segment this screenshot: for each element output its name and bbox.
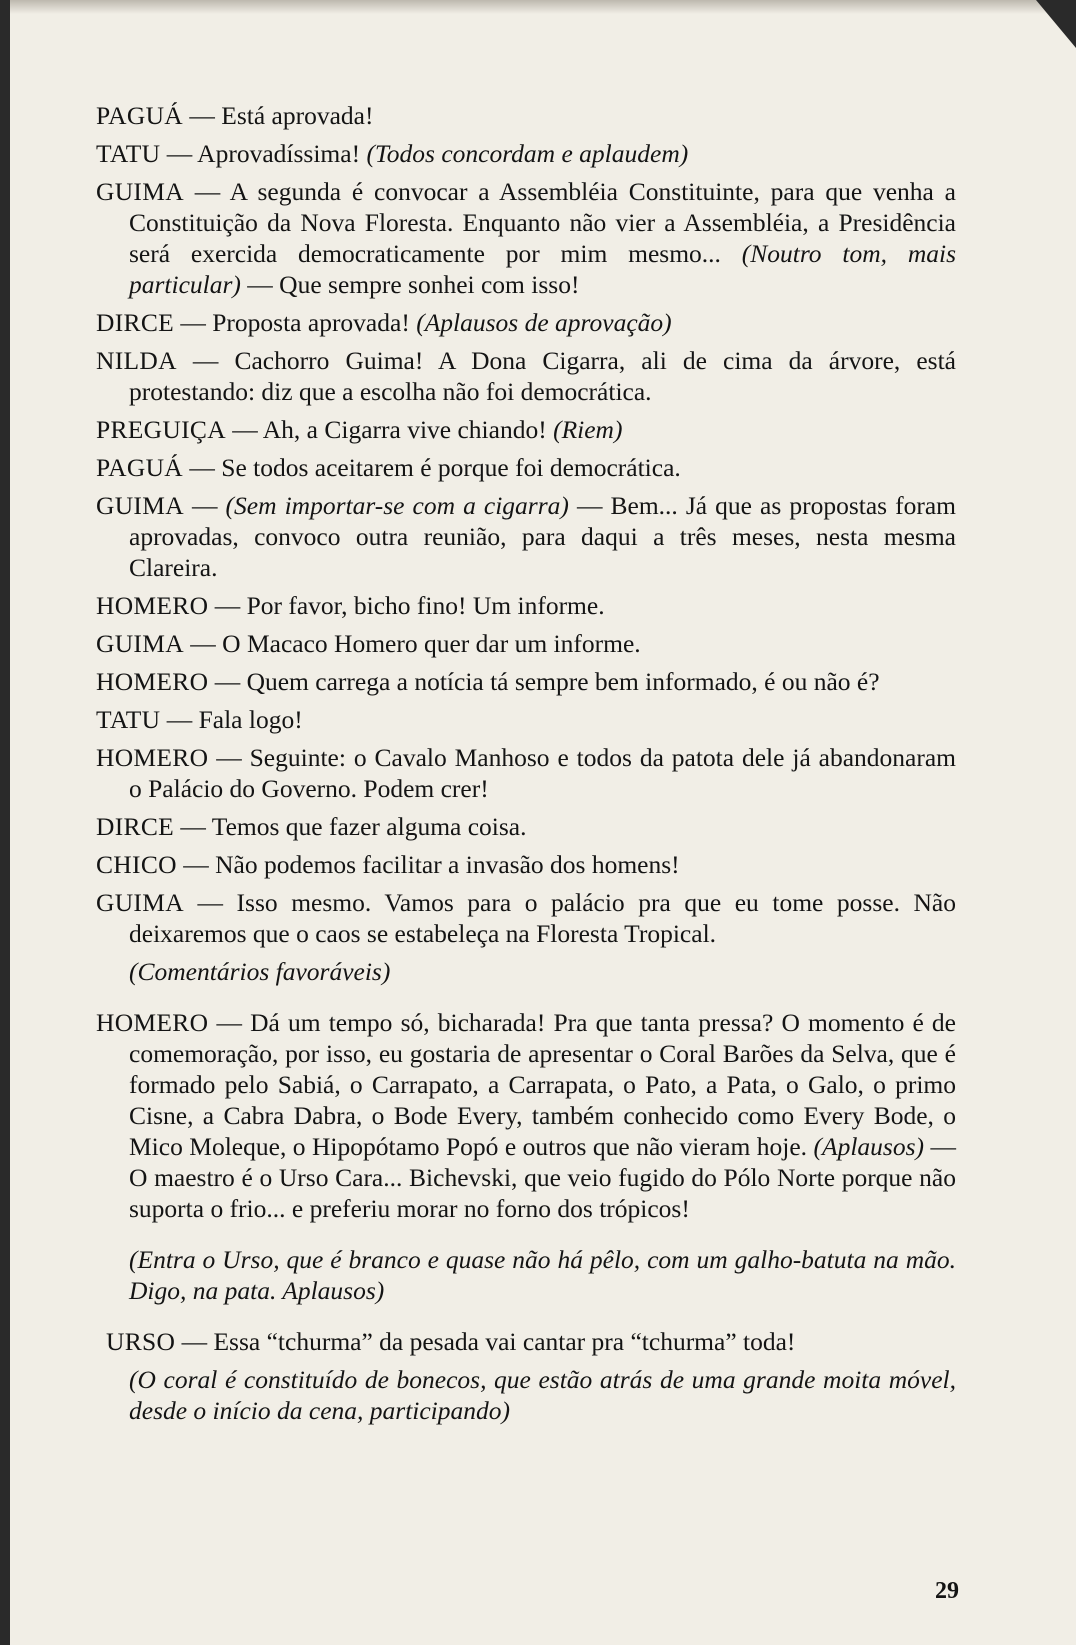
speaker-name: GUIMA — [96, 177, 184, 206]
dialogue-line: GUIMA — O Macaco Homero quer dar um informe. — [96, 629, 641, 658]
speaker-name: HOMERO — [96, 667, 209, 696]
dialogue-line: GUIMA — Isso mesmo. Vamos para o palácio pra que eu tome posse. Não deixaremos que o caos se estabeleça na Floresta Tropical. — [96, 888, 956, 948]
speaker-name: DIRCE — [96, 308, 174, 337]
speaker-name: GUIMA — [96, 491, 184, 520]
speaker-name: URSO — [106, 1327, 176, 1356]
stage-direction: (Entra o Urso, que é branco e quase não há pêlo, com um galho-batuta na mão. Digo, na pata. Aplausos) — [129, 1245, 956, 1305]
dialogue-line: PAGUÁ — Se todos aceitarem é porque foi democrática. — [96, 453, 681, 482]
stage-direction: (Sem importar-se com a cigarra) — [225, 491, 569, 520]
dialogue-line: DIRCE — Proposta aprovada! (Aplausos de aprovação) — [96, 308, 672, 337]
dialogue-line: GUIMA — (Sem importar-se com a cigarra) — Bem... Já que as propostas foram aprovadas, convoco outra reunião, para daqui a três meses, nesta mesma Clareira. — [96, 491, 957, 582]
speaker-name: CHICO — [96, 850, 177, 879]
page-number: 29 — [935, 1578, 959, 1604]
dialogue-line: TATU — Fala logo! — [96, 705, 303, 734]
speaker-name: NILDA — [96, 346, 177, 375]
dialogue-line: HOMERO — Por favor, bicho fino! Um informe. — [96, 591, 605, 620]
speaker-name: HOMERO — [96, 591, 209, 620]
stage-direction: (Comentários favoráveis) — [129, 957, 391, 986]
play-text — [96, 100, 956, 1440]
speaker-name: TATU — [96, 705, 161, 734]
stage-direction: (Noutro tom, mais particular) — [129, 239, 956, 299]
page-top-edge — [10, 0, 1076, 14]
stage-direction: (O coral é constituído de bonecos, que estão atrás de uma grande moita móvel, desde o início da cena, participando) — [129, 1365, 956, 1425]
dialogue-line: CHICO — Não podemos facilitar a invasão dos homens! — [96, 850, 680, 879]
dialogue-line: TATU — Aprovadíssima! (Todos concordam e aplaudem) — [96, 139, 689, 168]
speaker-name: GUIMA — [96, 888, 184, 917]
book-page — [10, 0, 1076, 1645]
speaker-name: HOMERO — [96, 1008, 209, 1037]
folded-corner — [1036, 0, 1076, 48]
dialogue-line: URSO — Essa “tchurma” da pesada vai cantar pra “tchurma” toda! — [106, 1327, 796, 1356]
stage-direction: (Todos concordam e aplaudem) — [366, 139, 689, 168]
stage-direction: (Aplausos) — [813, 1132, 925, 1161]
stage-direction: (Riem) — [553, 415, 623, 444]
speaker-name: PREGUIÇA — [96, 415, 226, 444]
speaker-name: PAGUÁ — [96, 453, 184, 482]
dialogue-line: NILDA — Cachorro Guima! A Dona Cigarra, ali de cima da árvore, está protestando: diz que a escolha não foi democrática. — [96, 346, 957, 406]
speaker-name: TATU — [96, 139, 161, 168]
stage-direction: (Aplausos de aprovação) — [416, 308, 672, 337]
dialogue-line: HOMERO — Quem carrega a notícia tá sempre bem informado, é ou não é? — [96, 667, 880, 696]
dialogue-line: HOMERO — Seguinte: o Cavalo Manhoso e todos da patota dele já abandonaram o Palácio do Governo. Podem crer! — [96, 743, 957, 803]
speaker-name: GUIMA — [96, 629, 184, 658]
speaker-name: HOMERO — [96, 743, 209, 772]
speaker-name: DIRCE — [96, 812, 174, 841]
dialogue-line: PREGUIÇA — Ah, a Cigarra vive chiando! (Riem) — [96, 415, 623, 444]
dialogue-line: GUIMA — A segunda é convocar a Assembléia Constituinte, para que venha a Constituição da Nova Floresta. Enquanto não vier a Assembléia, a Presidência será exercida democraticamente por mim mesmo... (Noutro tom, mais particular) — Que sempre sonhei com isso! — [96, 177, 956, 299]
dialogue-line: PAGUÁ — Está aprovada! — [96, 101, 374, 130]
speaker-name: PAGUÁ — [96, 101, 184, 130]
dialogue-line: HOMERO — Dá um tempo só, bicharada! Pra que tanta pressa? O momento é de comemoração, por isso, eu gostaria de apresentar o Coral Barões da Selva, que é formado pelo Sabiá, o Carrapato, a Carrapata, o Pato, a Pata, o Galo, o primo Cisne, a Cabra Dabra, o Bode Every, também conhecido como Every Bode, o Mico Moleque, o Hipopótamo Popó e outros que não vieram hoje. (Aplausos) — O maestro é o Urso Cara... Bichevski, que veio fugido do Pólo Norte porque não suporta o frio... e preferiu morar no forno dos trópicos! — [96, 1008, 957, 1223]
dialogue-line: DIRCE — Temos que fazer alguma coisa. — [96, 812, 527, 841]
